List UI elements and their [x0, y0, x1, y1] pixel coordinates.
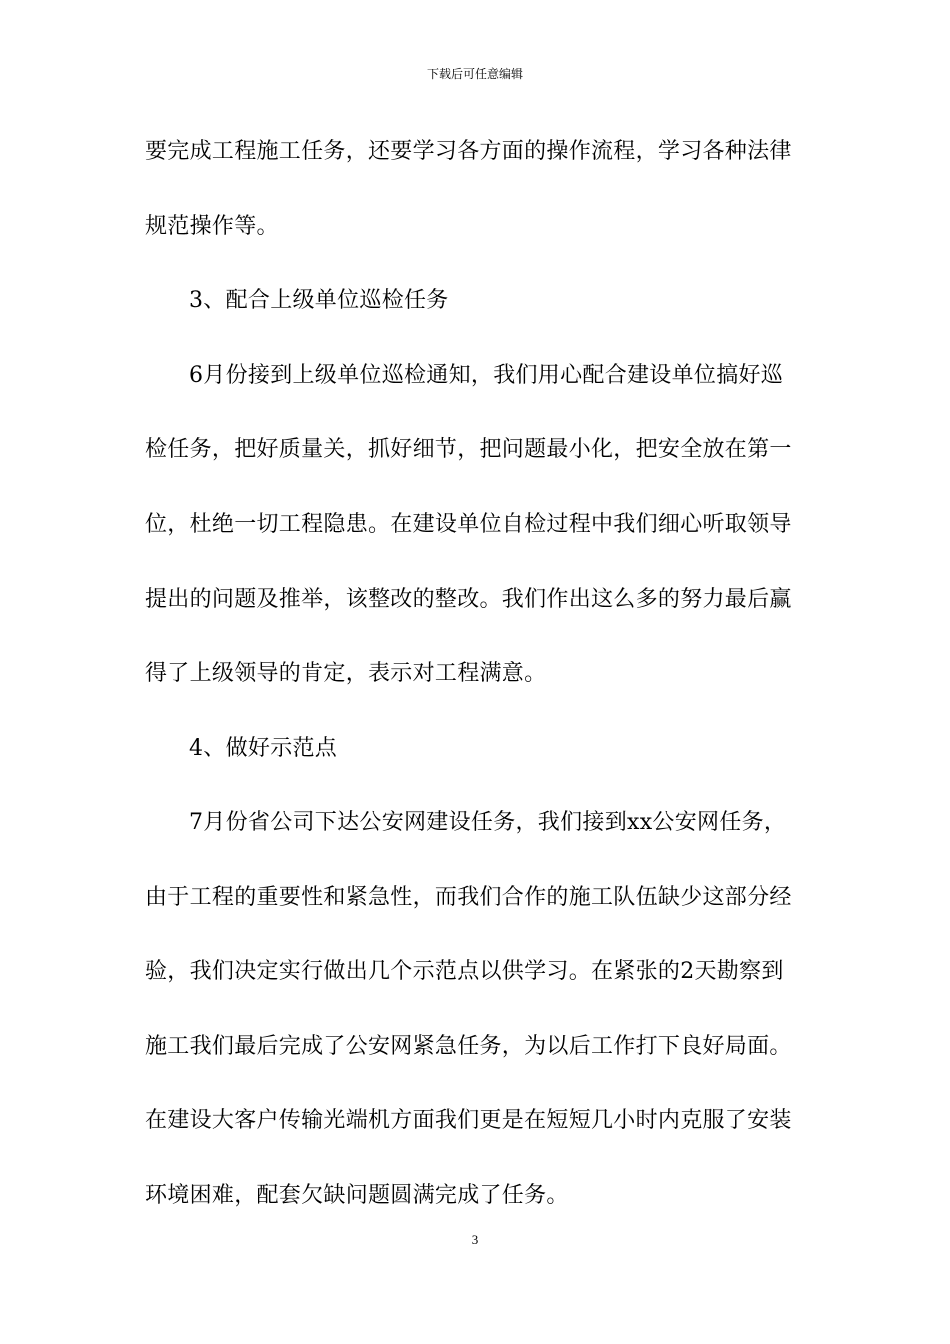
body-line-8: 得了上级领导的肯定，表示对工程满意。 — [145, 661, 547, 686]
section-heading-4: 4、做好示范点 — [189, 736, 338, 761]
body-line-7: 提出的问题及推举，该整改的整改。我们作出这么多的努力最后赢 — [145, 587, 792, 612]
body-line-13: 施工我们最后完成了公安网紧急任务，为以后工作打下良好局面。 — [145, 1034, 792, 1059]
body-line-10: 7月份省公司下达公安网建设任务，我们接到xx公安网任务， — [189, 810, 787, 835]
body-line-11: 由于工程的重要性和紧急性，而我们合作的施工队伍缺少这部分经 — [145, 885, 792, 910]
body-line-5: 检任务，把好质量关，抓好细节，把问题最小化，把安全放在第一 — [145, 437, 792, 462]
page-number: 3 — [471, 1232, 479, 1247]
body-line-15: 环境困难，配套欠缺问题圆满完成了任务。 — [145, 1183, 569, 1208]
body-line-6: 位，杜绝一切工程隐患。在建设单位自检过程中我们细心听取领导 — [145, 512, 792, 537]
body-line-14: 在建设大客户传输光端机方面我们更是在短短几小时内克服了安装 — [145, 1108, 792, 1133]
body-line-4: 6月份接到上级单位巡检通知，我们用心配合建设单位搞好巡 — [189, 363, 784, 388]
body-line-2: 规范操作等。 — [145, 214, 279, 239]
section-heading-3: 3、配合上级单位巡检任务 — [189, 288, 449, 313]
body-line-1: 要完成工程施工任务，还要学习各方面的操作流程，学习各种法律 — [145, 139, 792, 164]
body-line-12: 验，我们决定实行做出几个示范点以供学习。在紧张的2天勘察到 — [145, 959, 784, 984]
page-header: 下载后可任意编辑 — [426, 67, 523, 81]
